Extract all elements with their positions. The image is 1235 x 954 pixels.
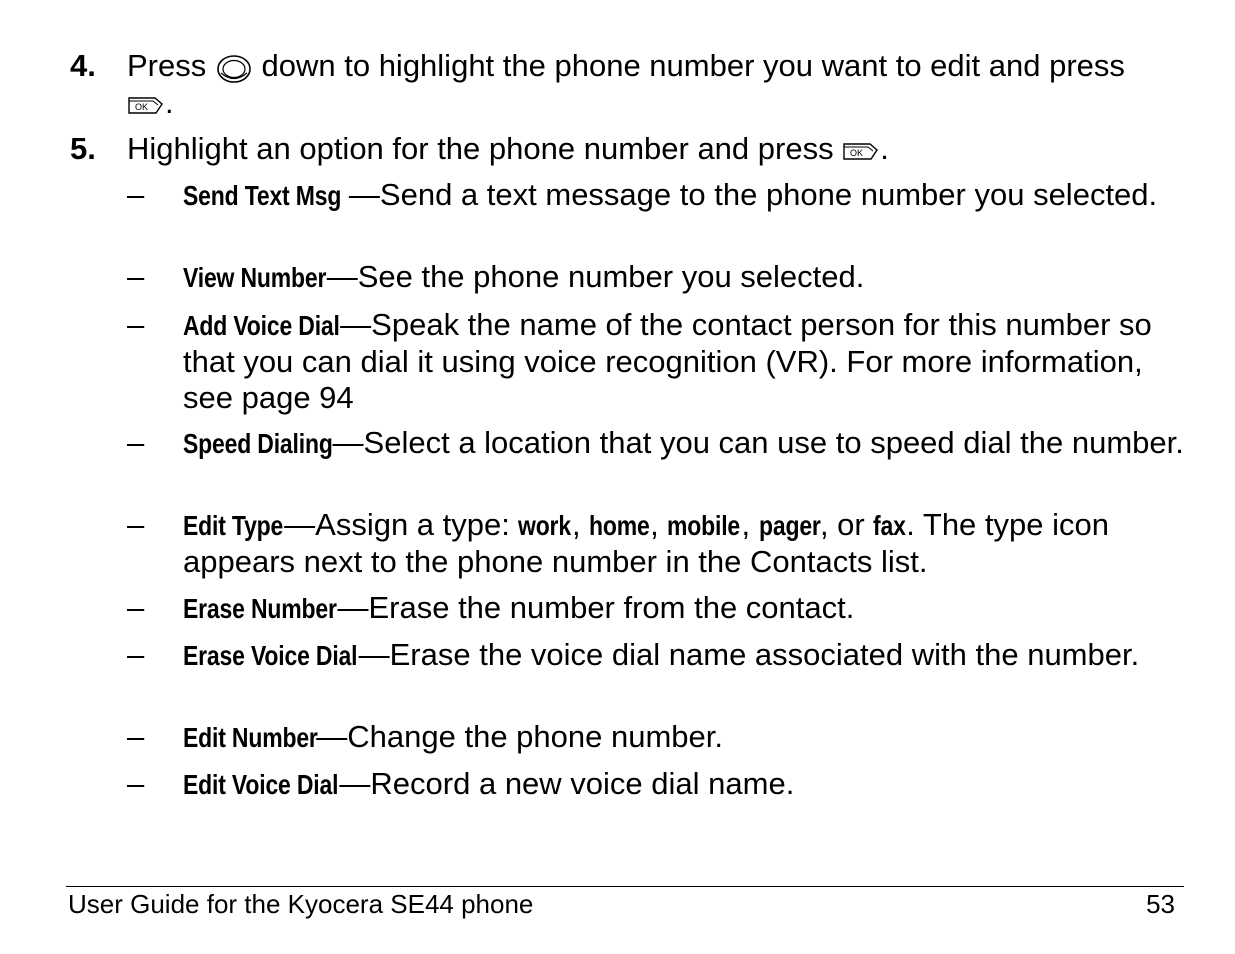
type-fax: fax	[873, 510, 907, 541]
option-edit-voice-dial	[127, 766, 1187, 803]
bullet-dash: –	[127, 507, 145, 542]
bullet-dash: –	[127, 177, 145, 212]
option-term: Edit Voice Dial	[183, 769, 339, 800]
option-description: —Speak the name of the contact person for this number so that you can dial it using voice recognition (VR). For more information, see page 94	[183, 307, 1152, 415]
ok-key-icon	[842, 140, 880, 162]
option-term: Add Voice Dial	[183, 310, 340, 341]
bullet-dash: –	[127, 425, 145, 460]
option-send-text-msg	[127, 177, 1187, 214]
bullet-dash: –	[127, 259, 145, 294]
step-number: 4.	[70, 48, 96, 83]
type-home: home	[589, 510, 650, 541]
type-pager: pager	[758, 510, 821, 541]
option-description: —Change the phone number.	[316, 719, 724, 754]
option-description: —Record a new voice dial name.	[339, 766, 795, 801]
step-text: Highlight an option for the phone number and press OK .	[127, 131, 889, 166]
type-mobile: mobile	[667, 510, 741, 541]
bullet-dash: –	[127, 590, 145, 625]
option-term: Erase Number	[183, 593, 337, 624]
type-work: work	[518, 510, 572, 541]
option-description: —See the phone number you selected.	[326, 259, 865, 294]
option-edit-type: – Edit Type—Assign a type: work, home, mobile, pager, or fax. The type icon appears next to the phone number in the Contacts list.	[127, 507, 1109, 579]
svg-text:OK: OK	[135, 101, 149, 112]
step-text: Press down to highlight the phone number you want to edit and press OK .	[127, 48, 1125, 120]
option-description: —Select a location that you can use to speed dial the number.	[332, 425, 1184, 460]
option-term: Edit Number	[183, 722, 318, 753]
footer-divider	[66, 886, 1184, 887]
step-4	[70, 48, 1180, 121]
option-description: —Erase the voice dial name associated with the number.	[358, 637, 1140, 672]
page-number: 53	[1146, 889, 1175, 919]
navigation-key-icon	[215, 51, 253, 85]
option-speed-dialing	[127, 425, 1187, 462]
bullet-dash: –	[127, 766, 145, 801]
option-edit-number	[127, 719, 1187, 756]
bullet-dash: –	[127, 719, 145, 754]
ok-key-icon	[127, 94, 165, 116]
svg-text:OK: OK	[850, 147, 864, 158]
option-add-voice-dial	[127, 307, 1187, 416]
option-description: —Erase the number from the contact.	[337, 590, 855, 625]
step-number: 5.	[70, 131, 96, 166]
option-erase-voice-dial	[127, 637, 1187, 674]
bullet-dash: –	[127, 637, 145, 672]
option-view-number	[127, 259, 1187, 296]
option-term: View Number	[183, 262, 327, 293]
option-description: —Send a text message to the phone number you selected.	[348, 177, 1158, 212]
option-erase-number	[127, 590, 1187, 627]
footer-title: User Guide for the Kyocera SE44 phone	[68, 889, 534, 919]
option-term: Send Text Msg	[183, 180, 342, 211]
option-term: Speed Dialing	[183, 428, 333, 459]
step-5	[70, 131, 1180, 167]
option-term: Edit Type	[183, 510, 284, 541]
bullet-dash: –	[127, 307, 145, 342]
option-term: Erase Voice Dial	[183, 640, 358, 671]
